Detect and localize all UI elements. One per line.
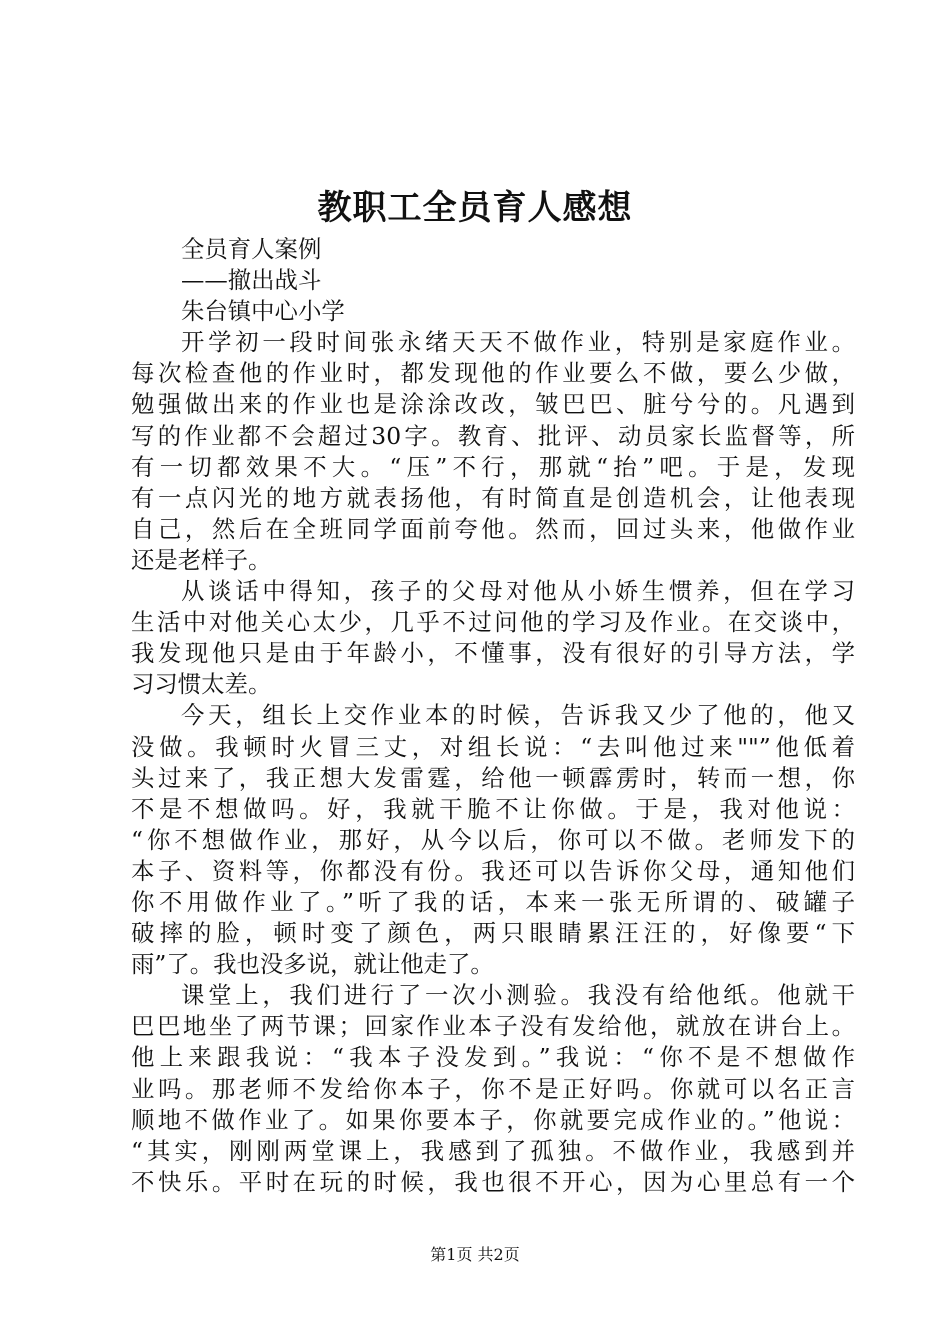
paragraph-line: 雨”了。我也没多说，就让他走了。: [131, 950, 494, 979]
paragraph-line: 业吗。那老师不发给你本子，你不是正好吗。你就可以名正言: [131, 1074, 855, 1103]
paragraph-line: 巴巴地坐了两节课；回家作业本子没有发给他，就放在讲台上。: [131, 1012, 855, 1041]
paragraph-line: “你不想做作业，那好，从今以后，你可以不做。老师发下的: [131, 825, 855, 854]
author-line: 朱台镇中心小学: [181, 297, 345, 326]
paragraph-line: 有一点闪光的地方就表扬他，有时简直是创造机会，让他表现: [131, 483, 855, 512]
document-title: 教职工全员育人感想: [317, 188, 633, 228]
paragraph-line: 他上来跟我说：“我本子没发到。”我说：“你不是不想做作: [131, 1043, 855, 1072]
paragraph-line: 写的作业都不会超过30字。教育、批评、动员家长监督等，所: [131, 421, 855, 450]
paragraph-line: 顺地不做作业了。如果你要本子，你就要完成作业的。”他说：: [131, 1105, 855, 1134]
paragraph-line: 还是老样子。: [131, 545, 272, 574]
paragraph-line: 有一切都效果不大。“压”不行，那就“抬”吧。于是，发现: [131, 452, 855, 481]
paragraph-line: 开学初一段时间张永绪天天不做作业，特别是家庭作业。: [181, 328, 855, 357]
paragraph-line: 生活中对他关心太少，几乎不过问他的学习及作业。在交谈中，: [131, 608, 855, 637]
paragraph-line: 今天，组长上交作业本的时候，告诉我又少了他的，他又: [181, 701, 855, 730]
paragraph-line: 习习惯太差。: [131, 670, 272, 699]
paragraph-line: 自己，然后在全班同学面前夸他。然而，回过头来，他做作业: [131, 514, 855, 543]
paragraph-line: 破摔的脸，顿时变了颜色，两只眼睛累汪汪的，好像要“下: [131, 919, 855, 948]
paragraph-line: 不快乐。平时在玩的时候，我也很不开心，因为心里总有一个: [131, 1167, 855, 1196]
subtitle-line: ——撤出战斗: [181, 266, 322, 295]
paragraph-line: 我发现他只是由于年龄小，不懂事，没有很好的引导方法，学: [131, 639, 855, 668]
subtitle-line: 全员育人案例: [181, 235, 322, 263]
document-body: [131, 234, 855, 1198]
paragraph-line: 没做。我顿时火冒三丈，对组长说：“去叫他过来""”他低着: [131, 732, 855, 761]
paragraph-line: 不是不想做吗。好，我就干脆不让你做。于是，我对他说：: [131, 794, 855, 823]
paragraph-line: 课堂上，我们进行了一次小测验。我没有给他纸。他就干: [181, 981, 855, 1010]
paragraph-line: 你不用做作业了。”听了我的话，本来一张无所谓的、破罐子: [131, 887, 855, 916]
paragraph-line: 本子、资料等，你都没有份。我还可以告诉你父母，通知他们: [131, 856, 855, 885]
paragraph-line: “其实，刚刚两堂课上，我感到了孤独。不做作业，我感到并: [131, 1136, 855, 1165]
paragraph-line: 头过来了，我正想大发雷霆，给他一顿霹雳时，转而一想，你: [131, 763, 855, 792]
paragraph-line: 从谈话中得知，孩子的父母对他从小娇生惯养，但在学习: [181, 577, 855, 606]
paragraph-line: 勉强做出来的作业也是涂涂改改，皱巴巴、脏兮兮的。凡遇到: [131, 390, 855, 419]
page-footer: 第1页 共2页: [430, 1245, 520, 1264]
paragraph-line: 每次检查他的作业时，都发现他的作业要么不做，要么少做，: [131, 359, 855, 388]
